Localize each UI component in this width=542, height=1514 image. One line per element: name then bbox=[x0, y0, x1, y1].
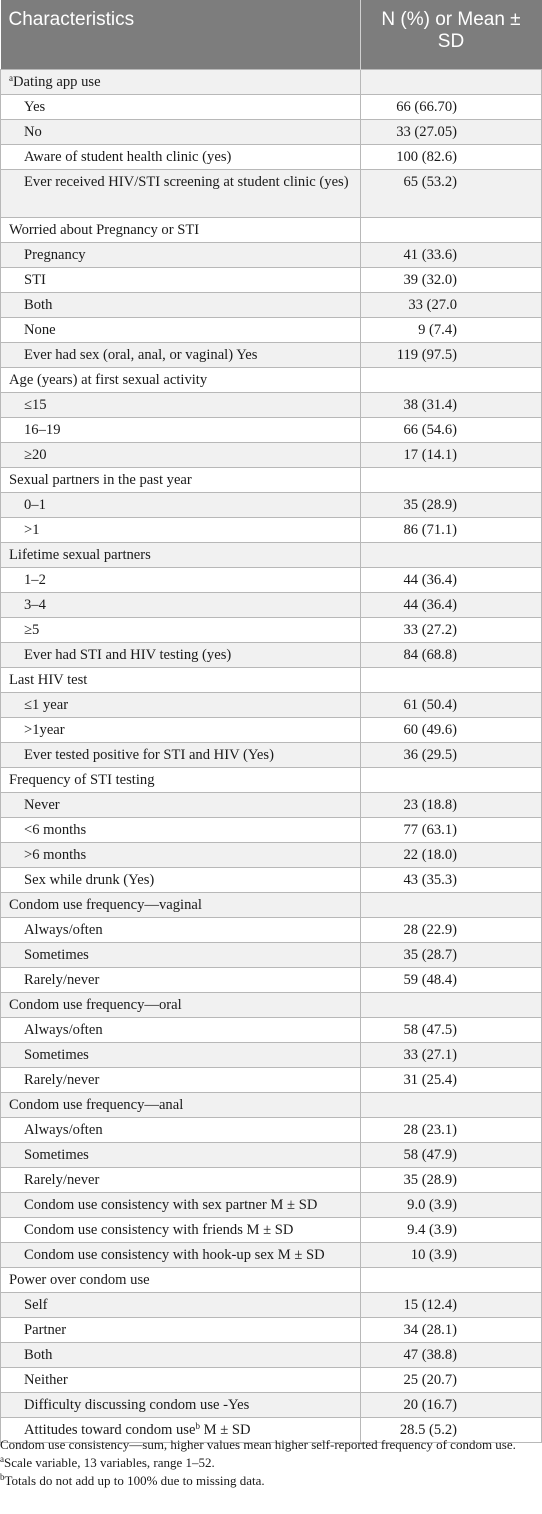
table-row bbox=[1, 418, 542, 443]
row-value bbox=[360, 218, 542, 243]
row-label-text: Both bbox=[24, 1346, 53, 1363]
table-row bbox=[1, 293, 542, 318]
table-row bbox=[1, 1143, 542, 1168]
row-label-text: Lifetime sexual partners bbox=[9, 546, 151, 563]
row-value: 100 (82.6) bbox=[360, 145, 542, 170]
row-label bbox=[1, 843, 361, 868]
row-value: 22 (18.0) bbox=[360, 843, 542, 868]
row-label-text: <6 months bbox=[24, 821, 87, 838]
row-value: 66 (66.70) bbox=[360, 95, 542, 120]
row-label bbox=[1, 593, 361, 618]
row-label bbox=[1, 1168, 361, 1193]
row-value bbox=[360, 1268, 542, 1293]
row-label-text: Self bbox=[24, 1296, 48, 1313]
table-row bbox=[1, 1268, 542, 1293]
table-row bbox=[1, 1393, 542, 1418]
table-row bbox=[1, 693, 542, 718]
row-label-text: Pregnancy bbox=[24, 246, 86, 263]
row-label-text: Worried about Pregnancy or STI bbox=[9, 221, 200, 238]
row-value: 9.0 (3.9) bbox=[360, 1193, 542, 1218]
row-label-text: Last HIV test bbox=[9, 671, 88, 688]
row-label-text: 0–1 bbox=[24, 496, 46, 513]
row-label bbox=[1, 1218, 361, 1243]
table-row bbox=[1, 1043, 542, 1068]
table-row bbox=[1, 468, 542, 493]
row-value: 28 (22.9) bbox=[360, 918, 542, 943]
row-value: 44 (36.4) bbox=[360, 593, 542, 618]
row-label bbox=[1, 293, 361, 318]
row-label-text: Partner bbox=[24, 1321, 67, 1338]
row-value: 58 (47.5) bbox=[360, 1018, 542, 1043]
row-value: 47 (38.8) bbox=[360, 1343, 542, 1368]
row-label bbox=[1, 968, 361, 993]
row-value: 66 (54.6) bbox=[360, 418, 542, 443]
row-label bbox=[1, 418, 361, 443]
row-label-text: Rarely/never bbox=[24, 1071, 100, 1088]
row-label-text: Dating app use bbox=[13, 73, 101, 90]
row-value: 20 (16.7) bbox=[360, 1393, 542, 1418]
row-label-text: Sexual partners in the past year bbox=[9, 471, 192, 488]
table-row bbox=[1, 145, 542, 170]
row-label-text: >1 bbox=[24, 521, 40, 538]
row-label bbox=[1, 993, 361, 1018]
table-row bbox=[1, 1218, 542, 1243]
row-label bbox=[1, 70, 361, 95]
row-label-text: Condom use frequency—anal bbox=[9, 1096, 184, 1113]
row-value: 77 (63.1) bbox=[360, 818, 542, 843]
row-label-text: ≤1 year bbox=[24, 696, 69, 713]
table-row bbox=[1, 768, 542, 793]
table-row bbox=[1, 1018, 542, 1043]
row-label bbox=[1, 1193, 361, 1218]
row-label bbox=[1, 218, 361, 243]
row-label-text: Ever received HIV/STI screening at student clinic (yes) bbox=[24, 174, 349, 190]
table-row bbox=[1, 318, 542, 343]
row-value bbox=[360, 893, 542, 918]
row-label-text: ≥20 bbox=[24, 446, 47, 463]
table-row bbox=[1, 268, 542, 293]
table-footnotes bbox=[0, 1436, 536, 1490]
row-label-text: Ever had sex (oral, anal, or vaginal) Yes bbox=[24, 346, 258, 363]
table-row bbox=[1, 368, 542, 393]
row-label bbox=[1, 95, 361, 120]
row-label-text: Condom use frequency—vaginal bbox=[9, 896, 202, 913]
row-label-text: None bbox=[24, 321, 56, 338]
row-label-text: Rarely/never bbox=[24, 1171, 100, 1188]
header-n-percent-mean-sd: N (%) or Mean ± SD bbox=[360, 0, 542, 70]
row-label-text: Condom use consistency with hook-up sex M ± SD bbox=[24, 1246, 325, 1263]
table-row bbox=[1, 1193, 542, 1218]
row-value: 23 (18.8) bbox=[360, 793, 542, 818]
row-label-text: Sometimes bbox=[24, 1146, 89, 1163]
row-label-text: Age (years) at first sexual activity bbox=[9, 371, 208, 388]
row-value: 33 (27.1) bbox=[360, 1043, 542, 1068]
row-label bbox=[1, 1343, 361, 1368]
table-header-row bbox=[1, 0, 542, 70]
table-row bbox=[1, 1068, 542, 1093]
row-label bbox=[1, 793, 361, 818]
table-row bbox=[1, 993, 542, 1018]
row-label bbox=[1, 468, 361, 493]
row-value: 31 (25.4) bbox=[360, 1068, 542, 1093]
row-label-text: Condom use consistency with friends M ± SD bbox=[24, 1221, 294, 1238]
table-row bbox=[1, 868, 542, 893]
row-value: 61 (50.4) bbox=[360, 693, 542, 718]
table-row bbox=[1, 1293, 542, 1318]
row-label-text: Always/often bbox=[24, 1121, 103, 1138]
row-label bbox=[1, 343, 361, 368]
row-label bbox=[1, 170, 361, 218]
row-label-text: 1–2 bbox=[24, 571, 46, 588]
table-row bbox=[1, 70, 542, 95]
row-label bbox=[1, 1068, 361, 1093]
row-label-text: Neither bbox=[24, 1371, 68, 1388]
row-value: 36 (29.5) bbox=[360, 743, 542, 768]
table-row bbox=[1, 1243, 542, 1268]
row-label bbox=[1, 1293, 361, 1318]
table-row bbox=[1, 1368, 542, 1393]
row-label-text: Sex while drunk (Yes) bbox=[24, 871, 155, 888]
footnote-b-marker: b bbox=[0, 1472, 5, 1482]
row-label bbox=[1, 693, 361, 718]
row-value bbox=[360, 468, 542, 493]
row-label bbox=[1, 1143, 361, 1168]
table-row bbox=[1, 643, 542, 668]
row-label-text: Condom use consistency with sex partner M ± SD bbox=[24, 1196, 318, 1213]
row-value bbox=[360, 70, 542, 95]
row-value bbox=[360, 768, 542, 793]
table-row bbox=[1, 793, 542, 818]
table-row bbox=[1, 593, 542, 618]
row-label bbox=[1, 1268, 361, 1293]
row-label bbox=[1, 145, 361, 170]
table-row bbox=[1, 343, 542, 368]
row-label-text: Power over condom use bbox=[9, 1271, 150, 1288]
row-label-text: Both bbox=[24, 296, 53, 313]
row-label-text: ≥5 bbox=[24, 621, 40, 638]
row-value: 17 (14.1) bbox=[360, 443, 542, 468]
table-row bbox=[1, 170, 542, 218]
table-row bbox=[1, 493, 542, 518]
table-row bbox=[1, 1168, 542, 1193]
row-label bbox=[1, 318, 361, 343]
row-label bbox=[1, 393, 361, 418]
row-label bbox=[1, 1118, 361, 1143]
table-row bbox=[1, 443, 542, 468]
table-row bbox=[1, 968, 542, 993]
table-row bbox=[1, 918, 542, 943]
row-label bbox=[1, 243, 361, 268]
table-row bbox=[1, 1118, 542, 1143]
row-value: 34 (28.1) bbox=[360, 1318, 542, 1343]
table-row bbox=[1, 943, 542, 968]
row-value: 86 (71.1) bbox=[360, 518, 542, 543]
footnote-marker: b bbox=[195, 1420, 200, 1431]
row-label-text: Sometimes bbox=[24, 946, 89, 963]
row-value: 59 (48.4) bbox=[360, 968, 542, 993]
table-row bbox=[1, 1318, 542, 1343]
footnote-condom-consistency: Condom use consistency—sum, higher values mean higher self-reported frequency of condom use. bbox=[0, 1437, 516, 1452]
table-row bbox=[1, 518, 542, 543]
row-value: 33 (27.0 bbox=[360, 293, 542, 318]
row-label bbox=[1, 543, 361, 568]
row-label-text: Sometimes bbox=[24, 1046, 89, 1063]
row-label bbox=[1, 120, 361, 145]
row-value: 28.5 (5.2) bbox=[360, 1418, 542, 1443]
footnote-marker: a bbox=[9, 72, 13, 83]
row-label-suffix: M ± SD bbox=[199, 1421, 251, 1438]
row-label-text: Attitudes toward condom use bbox=[24, 1421, 196, 1438]
row-value bbox=[360, 1093, 542, 1118]
row-label bbox=[1, 1243, 361, 1268]
table-row bbox=[1, 893, 542, 918]
row-label bbox=[1, 568, 361, 593]
row-label-text: Difficulty discussing condom use -Yes bbox=[24, 1396, 250, 1413]
row-value: 44 (36.4) bbox=[360, 568, 542, 593]
row-label bbox=[1, 893, 361, 918]
row-value: 15 (12.4) bbox=[360, 1293, 542, 1318]
row-value: 9 (7.4) bbox=[360, 318, 542, 343]
row-label bbox=[1, 818, 361, 843]
row-label-text: Always/often bbox=[24, 1021, 103, 1038]
row-label bbox=[1, 668, 361, 693]
row-label-text: Rarely/never bbox=[24, 971, 100, 988]
row-value: 35 (28.9) bbox=[360, 493, 542, 518]
row-label-text: >1year bbox=[24, 721, 65, 738]
footnote-a-text: Scale variable, 13 variables, range 1–52. bbox=[4, 1455, 215, 1470]
row-value: 41 (33.6) bbox=[360, 243, 542, 268]
row-label-text: ≤15 bbox=[24, 396, 47, 413]
row-label bbox=[1, 643, 361, 668]
table-row bbox=[1, 618, 542, 643]
table-row bbox=[1, 818, 542, 843]
row-label-text: >6 months bbox=[24, 846, 87, 863]
header-characteristics: Characteristics bbox=[1, 0, 361, 70]
row-label-text: Aware of student health clinic (yes) bbox=[24, 148, 232, 165]
row-value: 65 (53.2) bbox=[360, 170, 542, 218]
table-row bbox=[1, 1343, 542, 1368]
table-row bbox=[1, 743, 542, 768]
row-value: 43 (35.3) bbox=[360, 868, 542, 893]
row-label bbox=[1, 868, 361, 893]
table-row bbox=[1, 393, 542, 418]
row-value: 33 (27.05) bbox=[360, 120, 542, 145]
table-row bbox=[1, 95, 542, 120]
row-value: 38 (31.4) bbox=[360, 393, 542, 418]
table-row bbox=[1, 243, 542, 268]
row-value bbox=[360, 668, 542, 693]
row-value: 39 (32.0) bbox=[360, 268, 542, 293]
row-label bbox=[1, 268, 361, 293]
row-label bbox=[1, 618, 361, 643]
row-value: 9.4 (3.9) bbox=[360, 1218, 542, 1243]
row-value bbox=[360, 368, 542, 393]
row-label-text: Never bbox=[24, 796, 60, 813]
row-value: 119 (97.5) bbox=[360, 343, 542, 368]
table-row bbox=[1, 1093, 542, 1118]
row-label bbox=[1, 518, 361, 543]
row-label-text: Yes bbox=[24, 98, 46, 115]
row-label-text: Ever had STI and HIV testing (yes) bbox=[24, 646, 232, 663]
table-row bbox=[1, 543, 542, 568]
row-value: 60 (49.6) bbox=[360, 718, 542, 743]
row-value bbox=[360, 543, 542, 568]
row-value: 10 (3.9) bbox=[360, 1243, 542, 1268]
row-label bbox=[1, 443, 361, 468]
row-label bbox=[1, 768, 361, 793]
row-label bbox=[1, 368, 361, 393]
row-value: 35 (28.9) bbox=[360, 1168, 542, 1193]
row-label bbox=[1, 1393, 361, 1418]
row-label bbox=[1, 718, 361, 743]
row-value: 84 (68.8) bbox=[360, 643, 542, 668]
row-value: 58 (47.9) bbox=[360, 1143, 542, 1168]
row-label-text: Ever tested positive for STI and HIV (Yes) bbox=[24, 746, 274, 763]
row-label-text: 3–4 bbox=[24, 596, 46, 613]
row-value: 33 (27.2) bbox=[360, 618, 542, 643]
row-label-text: Condom use frequency—oral bbox=[9, 996, 182, 1013]
table-row bbox=[1, 120, 542, 145]
row-label bbox=[1, 918, 361, 943]
row-value bbox=[360, 993, 542, 1018]
row-label-text: No bbox=[24, 123, 42, 140]
footnote-a bbox=[0, 1454, 536, 1472]
row-value: 28 (23.1) bbox=[360, 1118, 542, 1143]
row-label-text: STI bbox=[24, 271, 46, 288]
footnote-b-text: Totals do not add up to 100% due to missing data. bbox=[4, 1473, 265, 1488]
row-label bbox=[1, 1093, 361, 1118]
row-value: 35 (28.7) bbox=[360, 943, 542, 968]
table-row bbox=[1, 668, 542, 693]
table-row bbox=[1, 568, 542, 593]
table-row bbox=[1, 718, 542, 743]
row-label bbox=[1, 493, 361, 518]
row-label-text: 16–19 bbox=[24, 421, 61, 438]
row-value: 25 (20.7) bbox=[360, 1368, 542, 1393]
row-label bbox=[1, 943, 361, 968]
row-label bbox=[1, 1043, 361, 1068]
footnote-b bbox=[0, 1472, 536, 1490]
row-label bbox=[1, 1318, 361, 1343]
row-label-text: Always/often bbox=[24, 921, 103, 938]
row-label bbox=[1, 1368, 361, 1393]
table-row bbox=[1, 218, 542, 243]
row-label bbox=[1, 1018, 361, 1043]
table-row bbox=[1, 843, 542, 868]
table-body bbox=[1, 70, 542, 1443]
row-label-text: Frequency of STI testing bbox=[9, 771, 155, 788]
footnote-a-marker: a bbox=[0, 1454, 4, 1464]
row-label bbox=[1, 743, 361, 768]
